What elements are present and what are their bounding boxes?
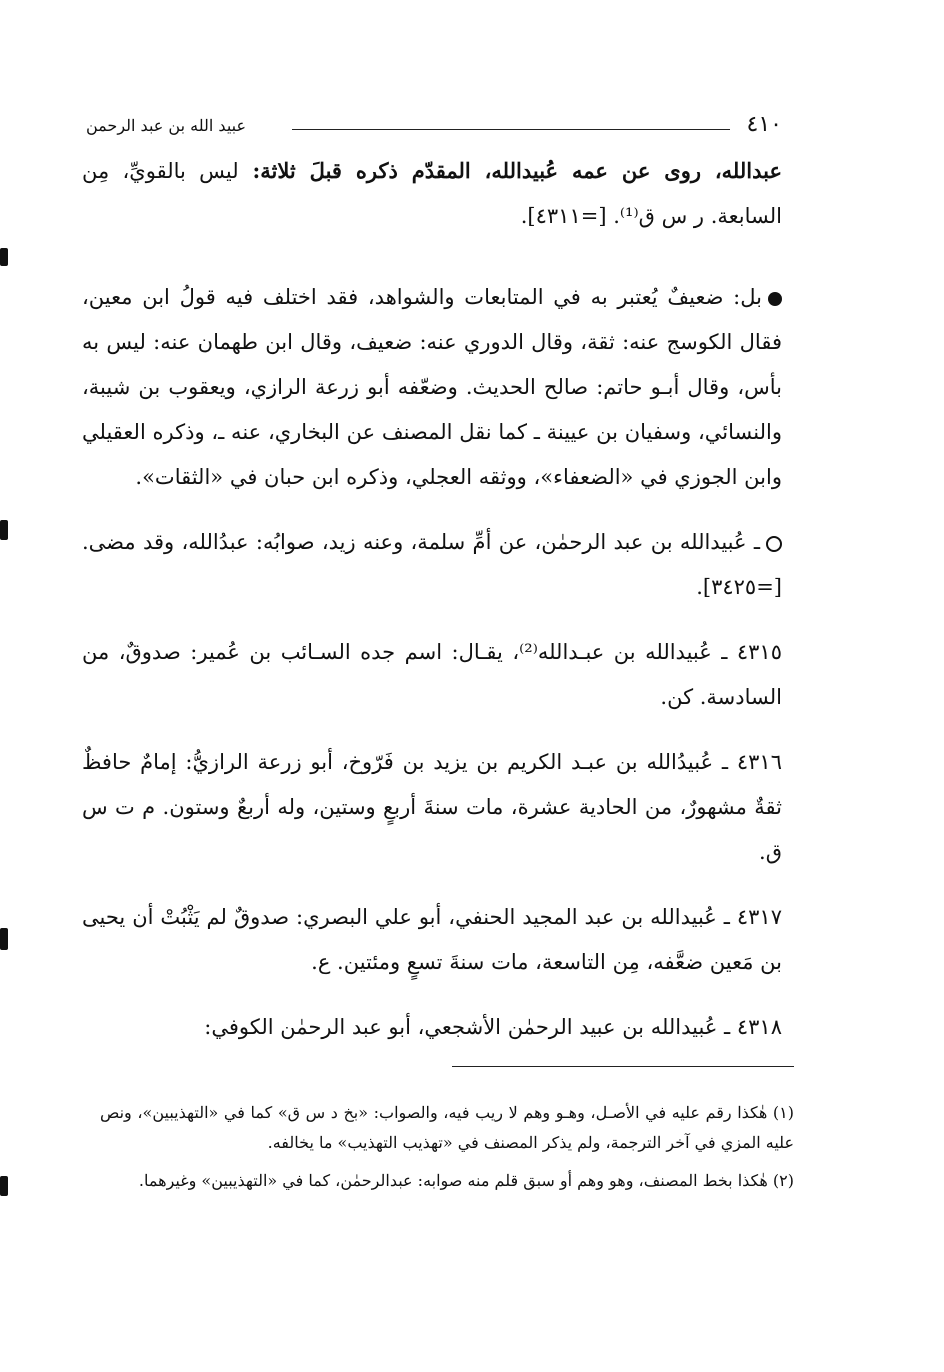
- scan-binding-mark: [0, 928, 8, 950]
- running-title: عبيد الله بن عبد الرحمن: [86, 116, 247, 135]
- scan-binding-mark: [0, 248, 8, 266]
- footnote-marker: (١): [772, 1103, 794, 1122]
- entry-4316: ٤٣١٦ ـ عُبيدُالله بن عبـد الكريم بن يزيد بن فَرّوخ، أبو زرعة الرازيُّ: إمامٌ حافظٌ ثقةٌ مشهورٌ، من الحادية عشرة، مات سنةَ أربعٍ وستين، وله أربعٌ وستون. م ت س ق.: [82, 750, 782, 864]
- header-rule: [292, 129, 730, 130]
- entry-lead: عبدالله، روى عن عمه عُبيدالله، المقدّم ذكره قبلَ ثلاثة:: [238, 158, 783, 183]
- footnote-rule: [452, 1066, 794, 1067]
- scan-binding-mark: [0, 1176, 8, 1196]
- main-text: [82, 148, 782, 1070]
- entry-4318: ٤٣١٨ ـ عُبيدالله بن عبيد الرحمٰن الأشجعي، أبو عبد الرحمٰن الكوفي:: [204, 1015, 782, 1039]
- footnote-marker: (٢): [772, 1171, 794, 1190]
- page-header: [86, 112, 782, 152]
- commentary-paragraph: [82, 275, 782, 500]
- entry-text: ـ عُبيدالله بن عبد الرحمٰن، عن أمِّ سلمة، وعنه زيد، صوابُه: عبدُالله، وقد مضى. [=٣٤٢٥].: [82, 530, 782, 599]
- footnote-text: هٰكذا بخط المصنف، وهو وهم أو سبق قلم منه صوابه: عبدالرحمٰن، كما في «التهذيبين» وغيرهما.: [138, 1171, 768, 1190]
- footnote-2: [100, 1166, 794, 1196]
- entry-continuation: [82, 148, 782, 239]
- footnote-text: هٰكذا رقم عليه في الأصـل، وهـو وهم لا ريب فيه، والصواب: «بخ د س ق» كما في «التهذيبين»، ونص عليه المزي في آخر الترجمة، ولم يذكر المصنف في «تهذيب التهذيب» ما يخالفه.: [100, 1103, 794, 1152]
- hollow-circle-icon: [766, 536, 782, 552]
- page-number: ٤١٠: [746, 112, 782, 137]
- cross-reference-entry: [82, 520, 782, 610]
- scan-binding-mark: [0, 520, 8, 540]
- footnotes: [100, 1098, 794, 1204]
- entry-text: ليس بالقويِّ، مِن السابعة. ر س ق⁽¹⁾. [=٤٣١١].: [82, 159, 782, 228]
- footnote-1: [100, 1098, 794, 1158]
- entry-4315: ٤٣١٥ ـ عُبيدالله بن عبـدالله⁽²⁾، يقـال: اسم جده السـائب بن عُمير: صدوقٌ، من السادسة. كن.: [82, 640, 782, 709]
- filled-bullet-icon: [768, 292, 782, 306]
- commentary-text: بل: ضعيفٌ يُعتبر به في المتابعات والشواهد، فقد اختلف فيه قولُ ابن معين، فقال الكوسج عنه: ثقة، وقال الدوري عنه: ضعيف، وقال ابن طهمان عنه: ليس به بأس، وقال أبـو حاتم: صالح الحديث. وضعّفه أبو زرعة الرازي، ويعقوب بن شيبة، والنسائي، وسفيان بن عيينة ـ كما نقل المصنف عن البخاري، عنه ـ، وذكره العقيلي وابن الجوزي في «الضعفاء»، ووثقه العجلي، وذكره ابن حبان في «الثقات».: [82, 285, 782, 489]
- entry-4317: ٤٣١٧ ـ عُبيدالله بن عبد المجيد الحنفي، أبو علي البصري: صدوقٌ لم يَثْبُتْ أن يحيى بن مَعين ضعَّفه، مِن التاسعة، مات سنةَ تسعٍ ومئتين. ع.: [82, 905, 782, 974]
